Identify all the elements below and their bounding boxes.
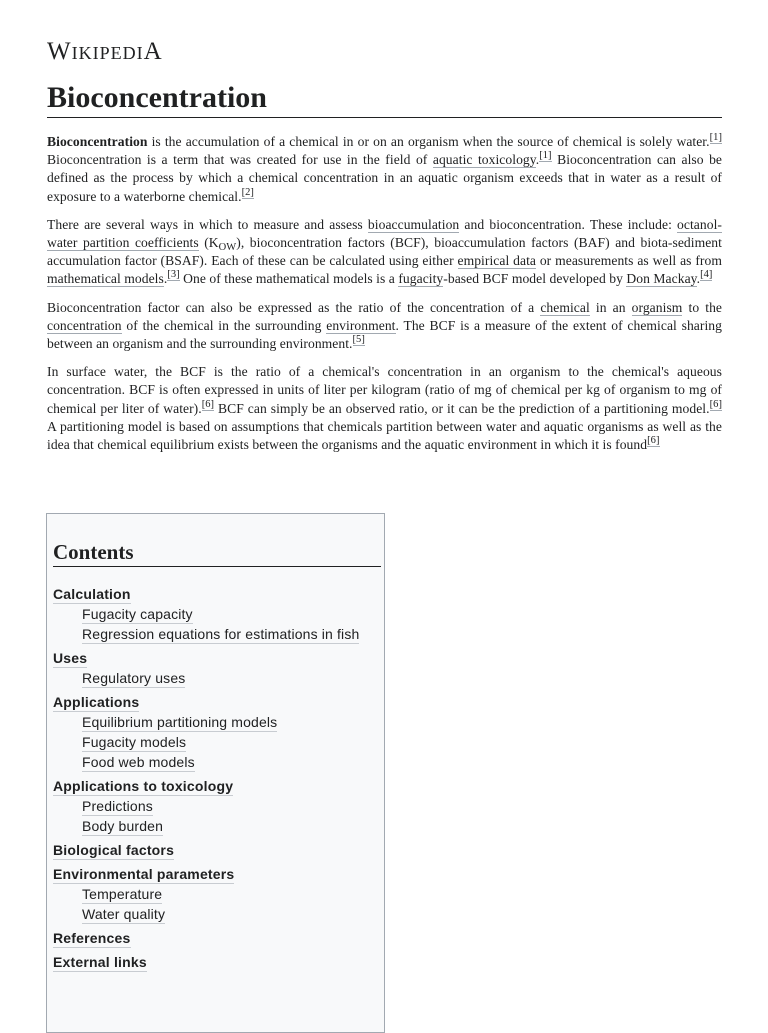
text: in an bbox=[589, 299, 632, 315]
toc-subitem-fugacity-models[interactable] bbox=[53, 732, 383, 752]
toc-subitem-label: Water quality bbox=[82, 906, 166, 922]
link-organism[interactable]: organism bbox=[631, 299, 683, 315]
toc-subitem-label: Regression equations for estimations in fish bbox=[82, 626, 360, 642]
paragraph-4 bbox=[47, 363, 722, 454]
text: and bioconcentration. These include: bbox=[459, 216, 678, 232]
link-empirical-data[interactable]: empirical data bbox=[457, 253, 536, 269]
paragraph-3 bbox=[47, 299, 722, 354]
toc-subitem-predictions[interactable] bbox=[53, 796, 383, 816]
text: . bbox=[163, 271, 168, 287]
toc-subitem-regulatory-uses[interactable] bbox=[53, 668, 383, 688]
text: ), bioconcentration factors (BCF), bioaccumulation factors (BAF) and biota-sediment accumulation factor (BSAF). Each of these can be calculated using either bbox=[47, 235, 722, 269]
text: (K bbox=[198, 235, 219, 251]
toc-subitem-label: Food web models bbox=[82, 754, 195, 770]
paragraph-1 bbox=[47, 133, 722, 206]
text: Bioconcentration can also be defined as the process by which a chemical concentration in an aquatic organism exceeds that in water as a result of exposure to a waterborne chemical. bbox=[47, 152, 723, 204]
text: -based BCF model developed by bbox=[443, 271, 627, 287]
toc-subitem-body-burden[interactable] bbox=[53, 816, 383, 836]
toc-item-biological-factors[interactable] bbox=[53, 840, 383, 860]
toc-group bbox=[53, 648, 383, 688]
toc-item-label: External links bbox=[53, 954, 147, 970]
toc-subitem-label: Equilibrium partitioning models bbox=[82, 714, 278, 730]
page-title: Bioconcentration bbox=[47, 80, 722, 118]
toc-subitem-label: Body burden bbox=[82, 818, 164, 834]
citation-link[interactable]: [3] bbox=[167, 269, 180, 281]
link-fugacity[interactable]: fugacity bbox=[398, 271, 444, 287]
wikipedia-logo[interactable] bbox=[47, 38, 722, 68]
toc-item-environmental-parameters[interactable] bbox=[53, 864, 383, 884]
citation-link[interactable]: [6] bbox=[647, 435, 660, 447]
paragraph-2 bbox=[47, 216, 722, 289]
link-mathematical-models[interactable]: mathematical models bbox=[47, 271, 164, 287]
text: . The BCF is a measure of the extent of chemical sharing between an organism and the surrounding environment. bbox=[47, 317, 722, 352]
toc-item-label: Calculation bbox=[53, 586, 131, 602]
text: BCF can simply be an observed ratio, or it can be the prediction of a partitioning model. bbox=[214, 400, 710, 416]
toc-subitem-label: Fugacity capacity bbox=[82, 606, 193, 622]
toc-group bbox=[53, 928, 383, 948]
text: or measurements as well as from bbox=[535, 253, 722, 269]
citation-link[interactable]: [6] bbox=[709, 398, 722, 410]
toc-item-label: Environmental parameters bbox=[53, 866, 235, 882]
toc-group bbox=[53, 776, 383, 836]
logo-middle: IKIPEDI bbox=[71, 43, 144, 63]
text: . bbox=[535, 152, 540, 168]
toc-subitem-fugacity-capacity[interactable] bbox=[53, 604, 383, 624]
toc-group bbox=[53, 952, 383, 972]
toc-item-external-links[interactable] bbox=[53, 952, 383, 972]
text: Bioconcentration is a term that was created for use in the field of bbox=[47, 152, 433, 168]
link-don-mackay[interactable]: Don Mackay bbox=[626, 271, 697, 287]
toc-group bbox=[53, 864, 383, 924]
text: is the accumulation of a chemical in or on an organism when the source of chemical is solely water. bbox=[147, 134, 710, 149]
citation-link[interactable]: [6] bbox=[201, 398, 215, 410]
toc-item-applications-to-toxicology[interactable] bbox=[53, 776, 383, 796]
link-octanol-water[interactable]: octanol-water partition coefficients bbox=[47, 216, 722, 251]
text: In surface water, the BCF is the ratio of a chemical's concentration in an organism to the chemical's aqueous concentration. BCF is often expressed in units of liter per kilogram (ratio of mg of chemical per kg of organism to mg of chemical per liter of water). bbox=[47, 364, 722, 416]
article-page bbox=[47, 38, 722, 464]
text: of the chemical in the surrounding bbox=[121, 317, 327, 333]
link-chemical[interactable]: chemical bbox=[540, 299, 590, 315]
toc-title: Contents bbox=[53, 538, 381, 567]
toc-subitem-label: Predictions bbox=[82, 798, 153, 814]
toc-item-calculation[interactable] bbox=[53, 584, 383, 604]
toc-subitem-water-quality[interactable] bbox=[53, 904, 383, 924]
table-of-contents bbox=[46, 513, 385, 1033]
toc-group bbox=[53, 584, 383, 644]
toc-item-label: Applications to toxicology bbox=[53, 778, 234, 794]
text: There are several ways in which to measure and assess bbox=[47, 216, 368, 232]
toc-item-label: Applications bbox=[53, 694, 140, 710]
link-aquatic-toxicology[interactable]: aquatic toxicology bbox=[432, 152, 536, 168]
text: One of these mathematical models is a bbox=[179, 271, 399, 287]
citation-link[interactable]: [1] bbox=[709, 132, 722, 143]
toc-subitem-equilibrium-partitioning-models[interactable] bbox=[53, 712, 383, 732]
logo-final: A bbox=[143, 38, 163, 65]
toc-subitem-regression-equations-for-estimations-in-fish[interactable] bbox=[53, 624, 383, 644]
logo-initial: W bbox=[47, 38, 72, 65]
toc-subitem-label: Temperature bbox=[82, 886, 163, 902]
link-bioaccumulation[interactable]: bioaccumulation bbox=[367, 216, 460, 232]
toc-group bbox=[53, 692, 383, 772]
toc-item-label: Biological factors bbox=[53, 842, 175, 858]
toc-item-label: Uses bbox=[53, 650, 88, 666]
term-bold: Bioconcentration bbox=[47, 134, 148, 149]
toc-subitem-temperature[interactable] bbox=[53, 884, 383, 904]
toc-item-applications[interactable] bbox=[53, 692, 383, 712]
toc-item-references[interactable] bbox=[53, 928, 383, 948]
citation-link[interactable]: [1] bbox=[539, 150, 552, 162]
text: . bbox=[696, 271, 701, 287]
toc-subitem-food-web-models[interactable] bbox=[53, 752, 383, 772]
citation-link[interactable]: [4] bbox=[700, 269, 713, 281]
toc-group bbox=[53, 840, 383, 860]
toc-item-uses[interactable] bbox=[53, 648, 383, 668]
toc-subitem-label: Regulatory uses bbox=[82, 670, 186, 686]
link-environment[interactable]: environment bbox=[326, 317, 396, 333]
text: to the bbox=[682, 299, 723, 315]
citation-link[interactable]: [2] bbox=[241, 186, 254, 198]
subscript: OW bbox=[218, 242, 237, 254]
toc-subitem-label: Fugacity models bbox=[82, 734, 187, 750]
toc-list bbox=[53, 584, 383, 976]
citation-link[interactable]: [5] bbox=[352, 334, 365, 346]
toc-item-label: References bbox=[53, 930, 131, 946]
text: A partitioning model is based on assumptions that chemicals partition between water and aquatic organisms as well as the idea that chemical equilibrium exists between the organisms and the aquatic environment in which it is found bbox=[47, 418, 722, 453]
text: Bioconcentration factor can also be expressed as the ratio of the concentration of a bbox=[47, 299, 541, 315]
link-concentration[interactable]: concentration bbox=[47, 317, 122, 333]
